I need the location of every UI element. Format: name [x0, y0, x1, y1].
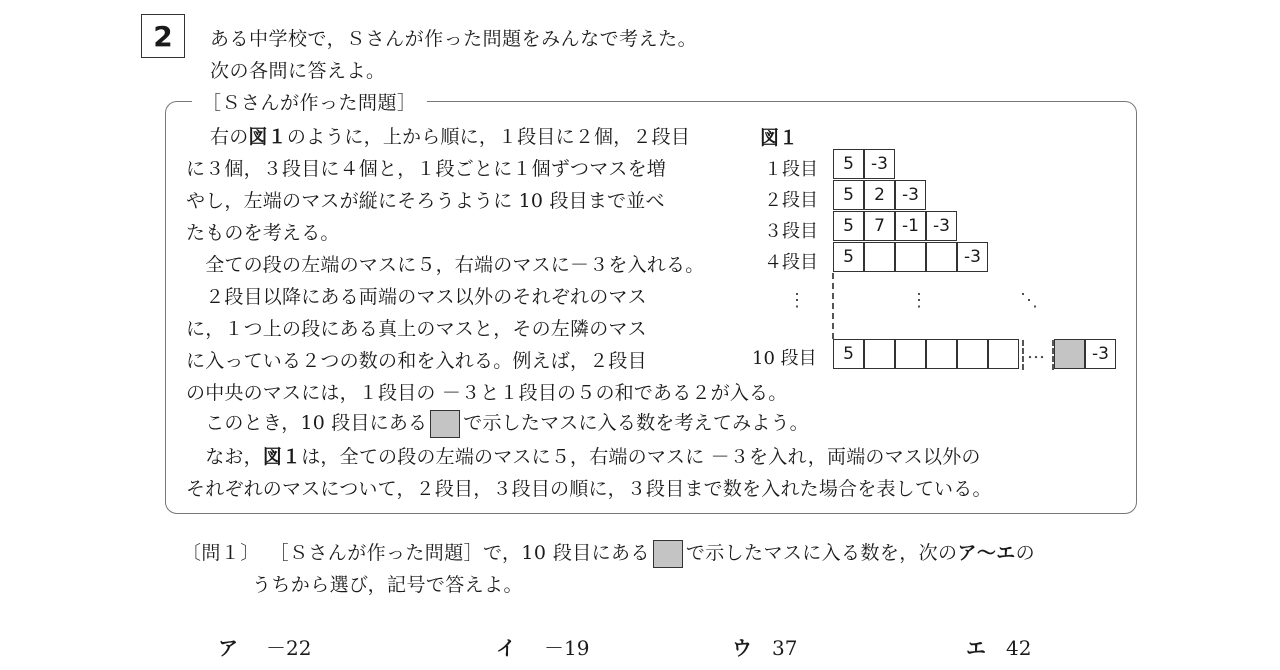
problem-line-5: 全ての段の左端のマスに５，右端のマスに－３を入れる。	[186, 254, 705, 276]
intro-line-1: ある中学校で，Ｓさんが作った問題をみんなで考えた。	[210, 28, 698, 50]
subquestion-text-a: ［Ｓさんが作った問題］で，10 段目にある	[269, 542, 650, 564]
choice-a-value: －22	[266, 636, 312, 660]
problem-line-1-a: 右の	[210, 126, 249, 148]
row-label-1: １段目	[764, 159, 818, 180]
grid-cell-r10-target	[1054, 339, 1085, 369]
problem-line-4: たものを考える。	[186, 222, 340, 244]
choice-b-letter: イ	[496, 636, 516, 660]
row-label-2: ２段目	[764, 190, 818, 211]
grid-cell-r1-c1: 5	[833, 149, 864, 179]
dashed-left-column	[832, 273, 834, 339]
grid-cell-r10-c1: 5	[833, 339, 864, 369]
grid-cell-r10-c3	[895, 339, 926, 369]
problem-note-rest: は，全ての段の左端のマスに５，右端のマスに －３を入れ，両端のマス以外の	[301, 446, 981, 468]
problem-line-6: ２段目以降にある両端のマス以外のそれぞれのマス	[186, 286, 647, 308]
row-label-3: ３段目	[764, 221, 818, 242]
grid-cell-r10-c2	[864, 339, 895, 369]
problem-note-prefix: なお，	[186, 446, 263, 468]
subquestion-text-end: の	[1015, 542, 1036, 564]
subquestion-shaded-marker	[653, 540, 683, 568]
subquestion-text-b: で示したマスに入る数を，次の	[685, 542, 958, 564]
problem-note-fig: 図１	[262, 446, 302, 468]
choice-d-letter: エ	[966, 636, 986, 660]
grid-cell-r10-c4	[926, 339, 957, 369]
grid-cell-r4-c3	[895, 242, 926, 272]
shaded-cell-marker	[430, 410, 460, 438]
problem-line-1-b: のように，上から順に，１段目に２個，２段目	[286, 126, 691, 148]
dashed-gap-right	[1052, 340, 1054, 370]
problem-line-9: の中央のマスには，１段目の －３と１段目の５の和である２が入る。	[186, 382, 788, 404]
choice-c-value: 37	[772, 636, 798, 660]
figure-title: 図１	[760, 127, 799, 149]
choice-c[interactable]	[732, 632, 797, 661]
subquestion-line-2: うちから選び，記号で答えよ。	[252, 574, 523, 596]
row-label-4: ４段目	[764, 252, 818, 273]
problem-line-11	[186, 442, 981, 469]
choice-d-value: 42	[1006, 636, 1032, 660]
choice-b[interactable]	[496, 632, 589, 661]
choice-c-letter: ウ	[732, 636, 752, 660]
grid-cell-r3-c1: 5	[833, 211, 864, 241]
problem-line-10-a: このとき，10 段目にある	[186, 412, 428, 434]
grid-cell-r10-last: -3	[1085, 339, 1116, 369]
grid-cell-r4-c1: 5	[833, 242, 864, 272]
horizontal-ellipsis: …	[1027, 342, 1045, 363]
problem-line-2: に３個，３段目に４個と，１段ごとに１個ずつマスを増	[186, 158, 667, 180]
question-number: 2	[141, 14, 185, 58]
subquestion-label: 〔問１〕	[182, 542, 260, 564]
problem-line-10-b: で示したマスに入る数を考えてみよう。	[463, 412, 809, 434]
intro-line-2: 次の各問に答えよ。	[210, 60, 386, 82]
grid-cell-r4-c2	[864, 242, 895, 272]
grid-cell-r4-c5: -3	[957, 242, 988, 272]
problem-line-8: に入っている２つの数の和を入れる。例えば，２段目	[186, 350, 647, 372]
problem-line-3: やし，左端のマスが縦にそろうように 10 段目まで並べ	[186, 190, 665, 212]
choice-a-letter: ア	[218, 636, 238, 660]
vertical-ellipsis-middle: ⋮	[910, 290, 928, 311]
subquestion-choice-range: ア～エ	[957, 542, 1016, 564]
choice-a[interactable]	[218, 632, 311, 661]
problem-fig-ref: 図１	[248, 126, 287, 148]
diagonal-ellipsis: ⋱	[1020, 290, 1038, 311]
dashed-gap-left	[1022, 340, 1024, 370]
choice-b-value: －19	[544, 636, 590, 660]
grid-cell-r4-c4	[926, 242, 957, 272]
vertical-ellipsis-labels: ⋮	[788, 290, 806, 311]
row-label-10: 10 段目	[752, 348, 817, 369]
problem-line-10	[186, 408, 809, 438]
problem-line-1	[210, 122, 690, 149]
grid-cell-r2-c2: 2	[864, 180, 895, 210]
choice-d[interactable]	[966, 632, 1031, 661]
grid-cell-r1-c2: -3	[864, 149, 895, 179]
problem-box-title: ［Ｓさんが作った問題］	[192, 88, 427, 115]
problem-line-7: に，１つ上の段にある真上のマスと，その左隣のマス	[186, 318, 647, 340]
problem-line-12: それぞれのマスについて，２段目，３段目の順に，３段目まで数を入れた場合を表している。	[186, 478, 992, 500]
grid-cell-r3-c3: -1	[895, 211, 926, 241]
grid-cell-r10-c5	[957, 339, 988, 369]
grid-cell-r3-c4: -3	[926, 211, 957, 241]
grid-cell-r10-c6	[988, 339, 1019, 369]
subquestion-line-1	[182, 538, 1035, 568]
grid-cell-r2-c3: -3	[895, 180, 926, 210]
grid-cell-r3-c2: 7	[864, 211, 895, 241]
grid-cell-r2-c1: 5	[833, 180, 864, 210]
